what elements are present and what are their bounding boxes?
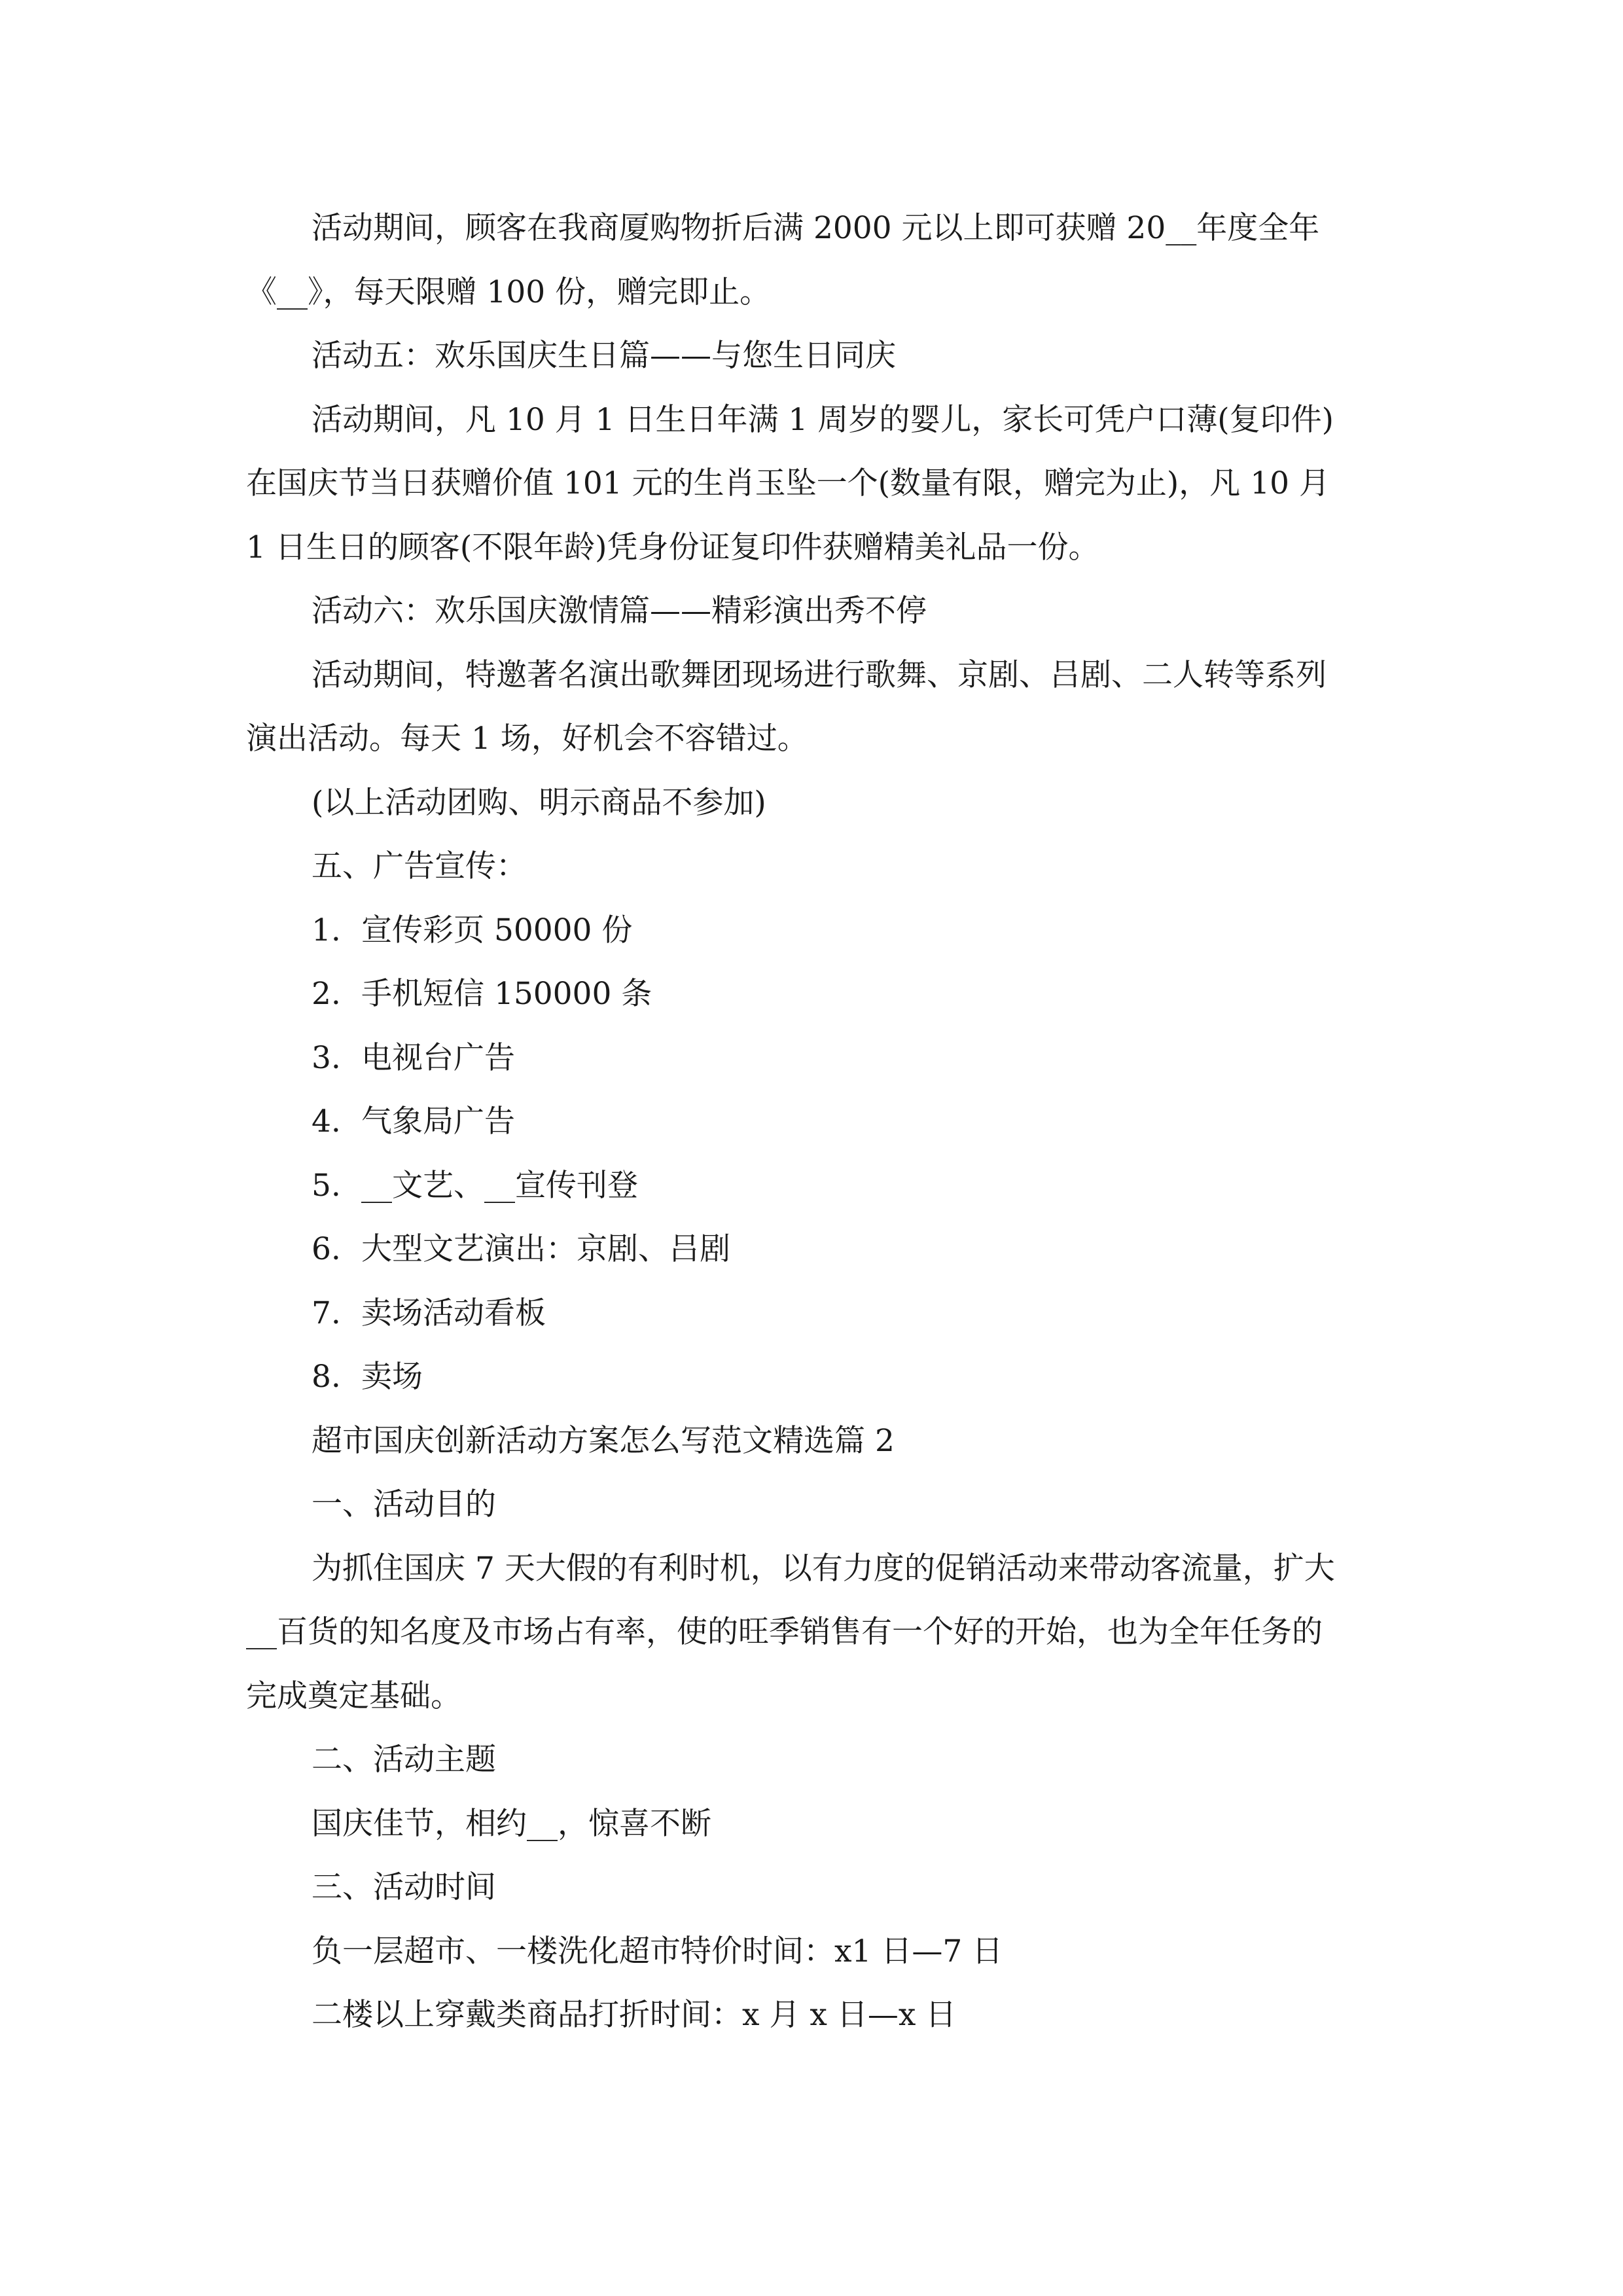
paragraph-line: 为抓住国庆 7 天大假的有利时机，以有力度的促销活动来带动客流量，扩大 <box>312 1550 1335 1587</box>
list-text: 卖场活动看板 <box>361 1295 546 1331</box>
section-heading: 五、广告宣传： <box>312 848 527 884</box>
document-page <box>246 196 1378 2047</box>
list-number: 3. <box>312 1039 341 1076</box>
paragraph-line: 活动期间，凡 10 月 1 日生日年满 1 周岁的婴儿，家长可凭户口薄(复印件) <box>312 401 1334 438</box>
list-number: 7. <box>312 1295 341 1331</box>
paragraph-line: 活动期间，顾客在我商厦购物折后满 2000 元以上即可获赠 20__年度全年 <box>312 210 1320 246</box>
list-text: 气象局广告 <box>361 1103 515 1139</box>
list-number: 1. <box>312 912 341 948</box>
list-number: 2. <box>312 976 341 1012</box>
section-heading: 一、活动目的 <box>312 1486 496 1522</box>
activity-heading: 活动六：欢乐国庆激情篇——精彩演出秀不停 <box>312 593 927 629</box>
paragraph-line: 《__》，每天限赠 100 份，赠完即止。 <box>246 274 771 310</box>
list-text: 电视台广告 <box>361 1039 515 1076</box>
list-number: 4. <box>312 1103 341 1139</box>
activity-heading: 活动五：欢乐国庆生日篇——与您生日同庆 <box>312 338 896 374</box>
list-text: __文艺、__宣传刊登 <box>361 1167 638 1204</box>
paragraph-line: 活动期间，特邀著名演出歌舞团现场进行歌舞、京剧、吕剧、二人转等系列 <box>312 656 1327 693</box>
paragraph-line: 演出活动。每天 1 场，好机会不容错过。 <box>246 721 808 757</box>
paragraph-line: 在国庆节当日获赠价值 101 元的生肖玉坠一个(数量有限，赠完为止)，凡 10 月 <box>246 465 1330 501</box>
list-item <box>246 962 1378 1026</box>
paragraph-line: 完成奠定基础。 <box>246 1677 461 1714</box>
list-item <box>246 1026 1378 1090</box>
list-text: 宣传彩页 50000 份 <box>361 912 633 948</box>
note-line: (以上活动团购、明示商品不参加) <box>312 784 766 821</box>
paragraph-line: 1 日生日的顾客(不限年龄)凭身份证复印件获赠精美礼品一份。 <box>246 529 1099 565</box>
list-number: 6. <box>312 1231 341 1267</box>
list-text: 大型文艺演出：京剧、吕剧 <box>361 1231 730 1267</box>
list-number: 5. <box>312 1167 341 1204</box>
list-item <box>246 1217 1378 1282</box>
list-text: 手机短信 150000 条 <box>361 976 652 1012</box>
list-item <box>246 899 1378 963</box>
list-item <box>246 1345 1378 1409</box>
list-item <box>246 1154 1378 1218</box>
paragraph-line: __百货的知名度及市场占有率，使的旺季销售有一个好的开始，也为全年任务的 <box>246 1614 1323 1650</box>
list-text: 卖场 <box>361 1359 423 1395</box>
list-item <box>246 1090 1378 1154</box>
paragraph-line: 二楼以上穿戴类商品打折时间：x 月 x 日—x 日 <box>312 1997 957 2033</box>
section-heading: 三、活动时间 <box>312 1869 496 1905</box>
section-heading: 二、活动主题 <box>312 1742 496 1778</box>
list-item <box>246 1282 1378 1346</box>
article-title: 超市国庆创新活动方案怎么写范文精选篇 2 <box>312 1422 895 1459</box>
paragraph-line: 负一层超市、一楼洗化超市特价时间：x1 日—7 日 <box>312 1933 1003 1969</box>
paragraph-line: 国庆佳节，相约__，惊喜不断 <box>312 1805 711 1842</box>
list-number: 8. <box>312 1359 341 1395</box>
